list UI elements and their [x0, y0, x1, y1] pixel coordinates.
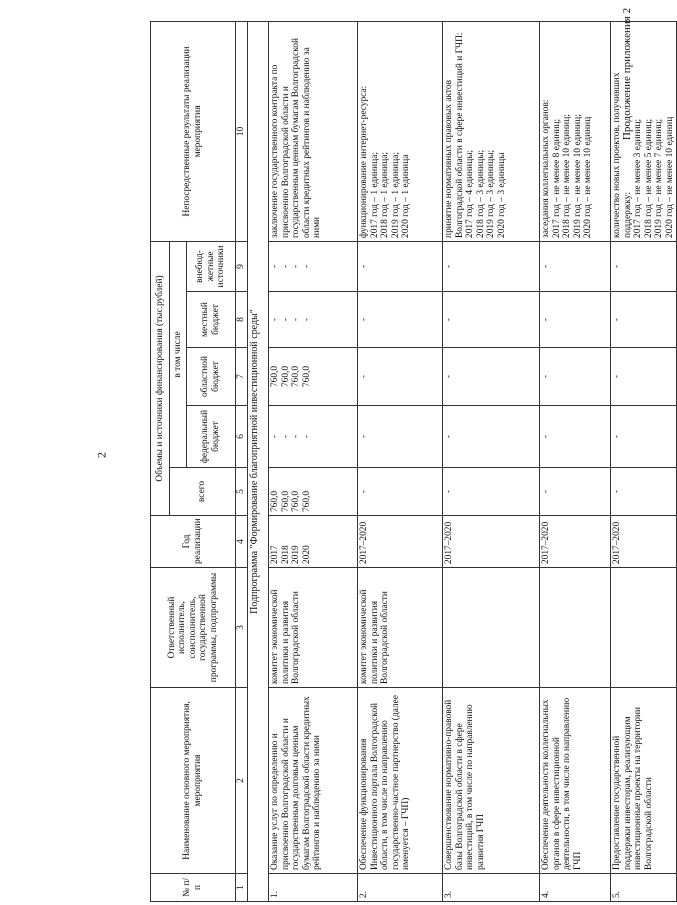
column-number: 8	[236, 292, 248, 348]
row-years: 2017–2020	[443, 516, 540, 568]
column-number: 7	[236, 348, 248, 406]
row-extra: -	[443, 241, 540, 291]
row-federal	[269, 406, 358, 468]
row-executor	[443, 568, 540, 688]
result-line: принятие нормативных правовых актов Волгоградской области в сфере инвестиций и ГЧП:	[444, 32, 465, 238]
row-federal: -	[358, 406, 443, 468]
result-line: 2018 год – не менее 10 единиц;	[562, 114, 573, 238]
row-regional: -	[540, 348, 611, 406]
row-name: Предоставление государственной поддержки инвесторам, реализующим инвестиционные проекты на территории Волгоградской области	[611, 688, 677, 874]
result-line: 2020 год – не менее 10 единиц	[583, 116, 594, 238]
dash-value: -	[280, 264, 291, 269]
header-results: Непосредственные результаты реализации мероприятия	[151, 21, 236, 241]
row-federal: -	[540, 406, 611, 468]
total-value: 760,0	[301, 490, 312, 512]
header-executor: Ответственный исполнитель, соисполнитель, государственной программы, подпрограммы	[151, 568, 236, 688]
result-line: 2019 год – 1 единица;	[390, 152, 401, 238]
dash-value: -	[301, 317, 312, 322]
row-extra: -	[611, 241, 677, 291]
header-financing: Объемы и источники финансирования (тыс.рублей)	[151, 241, 170, 515]
row-result: заключение государственного контракта по присвоению Волгоградской области и государственным ценным бумагам Волгоградской области кредитных рейтингов и наблюдению за ними	[269, 21, 358, 241]
result-line: 2017 год – 4 единицы;	[465, 149, 476, 238]
row-name: Обеспечение функционирования Инвестиционного портала Волгоградской области, в том числе по направлению государственно-частное партнерство (далее именуется – ГЧП)	[358, 688, 443, 874]
header-year: Год реализации	[151, 516, 236, 568]
header-extra: внебюд-жетные источники	[187, 241, 236, 291]
result-line: 2020 год – 3 единицы	[496, 152, 507, 238]
row-total: -	[358, 468, 443, 516]
row-total: -	[540, 468, 611, 516]
row-name: Совершенствование нормативно-правовой базы Волгоградской области в сфере инвестиций, в том числе по направлению развития ГЧП	[443, 688, 540, 874]
dash-value: -	[301, 434, 312, 439]
row-total	[269, 468, 358, 516]
row-number: 2.	[358, 874, 443, 902]
page-number: 2	[94, 452, 109, 458]
result-line: 2018 год – не менее 5 единиц;	[643, 118, 654, 238]
dash-value: -	[291, 434, 302, 439]
header-local: местный бюджет	[187, 292, 236, 348]
row-executor: комитет экономической политики и развития Волгоградской области	[358, 568, 443, 688]
table-row	[358, 21, 443, 901]
dash-value: -	[301, 264, 312, 269]
column-number: 4	[236, 516, 248, 568]
row-regional	[269, 348, 358, 406]
row-executor: комитет экономической политики и развития Волгоградской области	[269, 568, 358, 688]
table-row	[611, 21, 677, 901]
row-executor	[540, 568, 611, 688]
dash-value: -	[291, 264, 302, 269]
year-value: 2020	[301, 545, 312, 564]
row-result	[540, 21, 611, 241]
row-number: 1.	[269, 874, 358, 902]
row-total: -	[443, 468, 540, 516]
result-line: 2017 год – не менее 3 единиц;	[633, 118, 644, 238]
result-line: количество новых проектов, получивших поддержку:	[612, 72, 633, 238]
row-federal: -	[611, 406, 677, 468]
header-federal: федеральный бюджет	[187, 406, 236, 468]
header-regional: областной бюджет	[187, 348, 236, 406]
year-value: 2017	[270, 545, 280, 564]
dash-value: -	[270, 317, 280, 322]
column-number: 9	[236, 241, 248, 291]
header-n: № п/п	[151, 874, 236, 902]
total-value: 760,0	[280, 490, 291, 512]
row-regional: -	[443, 348, 540, 406]
row-local: -	[358, 292, 443, 348]
column-number: 2	[236, 688, 248, 874]
result-line: 2020 год – не менее 10 единиц	[664, 116, 675, 238]
column-number: 3	[236, 568, 248, 688]
row-result	[358, 21, 443, 241]
result-line: 2017 год – 1 единица;	[369, 152, 380, 238]
row-executor	[611, 568, 677, 688]
dash-value: -	[270, 264, 280, 269]
table-row	[443, 21, 540, 901]
row-local	[269, 292, 358, 348]
row-years: 2017–2020	[540, 516, 611, 568]
regional-value: 760,0	[301, 365, 312, 388]
row-name: Обеспечение деятельности коллегиальных органов в сфере инвестиционной деятельности, в том числе по направлению ГЧП	[540, 688, 611, 874]
year-value: 2018	[280, 545, 291, 564]
row-number: 5.	[611, 874, 677, 902]
total-value: 760,0	[291, 490, 302, 512]
row-local: -	[443, 292, 540, 348]
financing-table	[150, 21, 677, 902]
header-name: Наименование основного мероприятия, мероприятия	[151, 688, 236, 874]
row-extra	[269, 241, 358, 291]
row-result	[611, 21, 677, 241]
result-line: 2019 год – 3 единицы;	[486, 149, 497, 238]
row-local: -	[540, 292, 611, 348]
row-regional: -	[358, 348, 443, 406]
result-line: 2019 год – не менее 7 единиц;	[654, 118, 665, 238]
continuation-label: Продолжение приложения 2	[621, 7, 633, 141]
result-line: 2017 год – не менее 8 единиц;	[551, 118, 562, 238]
dash-value: -	[291, 317, 302, 322]
row-local: -	[611, 292, 677, 348]
subprogram-title: Подпрограмма "Формирование благоприятной инвестиционной среды"	[248, 21, 269, 901]
dash-value: -	[270, 434, 280, 439]
row-extra: -	[358, 241, 443, 291]
regional-value: 760,0	[291, 365, 302, 388]
row-result	[443, 21, 540, 241]
year-value: 2019	[291, 545, 302, 564]
regional-value: 760,0	[270, 365, 280, 388]
column-number: 1	[236, 874, 248, 902]
dash-value: -	[280, 434, 291, 439]
row-years: 2017–2020	[358, 516, 443, 568]
result-line: 2019 год – не менее 10 единиц;	[572, 114, 583, 238]
result-line: функционирование интернет-ресурса:	[359, 85, 369, 238]
row-years: 2017–2020	[611, 516, 677, 568]
header-total: всего	[170, 468, 236, 516]
result-line: 2020 год – 1 единица	[401, 154, 412, 238]
column-number: 5	[236, 468, 248, 516]
row-regional: -	[611, 348, 677, 406]
row-federal: -	[443, 406, 540, 468]
result-line: заседания коллегиальных органов:	[541, 99, 551, 238]
table-row	[269, 21, 358, 901]
row-number: 3.	[443, 874, 540, 902]
result-line: 2018 год – 1 единица;	[380, 152, 391, 238]
table-row	[540, 21, 611, 901]
row-years	[269, 516, 358, 568]
dash-value: -	[280, 317, 291, 322]
row-number: 4.	[540, 874, 611, 902]
row-name: Оказание услуг по определению и присвоению Волгоградской области и государственным долговым ценным бумагам Волгоградской области кредитных рейтингов и наблюдению за ними	[269, 688, 358, 874]
result-line: 2018 год – 3 единицы;	[475, 149, 486, 238]
row-extra: -	[540, 241, 611, 291]
column-number: 10	[236, 21, 248, 241]
column-number: 6	[236, 406, 248, 468]
regional-value: 760,0	[280, 365, 291, 388]
row-total: -	[611, 468, 677, 516]
header-including: в том числе	[170, 241, 187, 467]
total-value: 760,0	[270, 490, 280, 512]
